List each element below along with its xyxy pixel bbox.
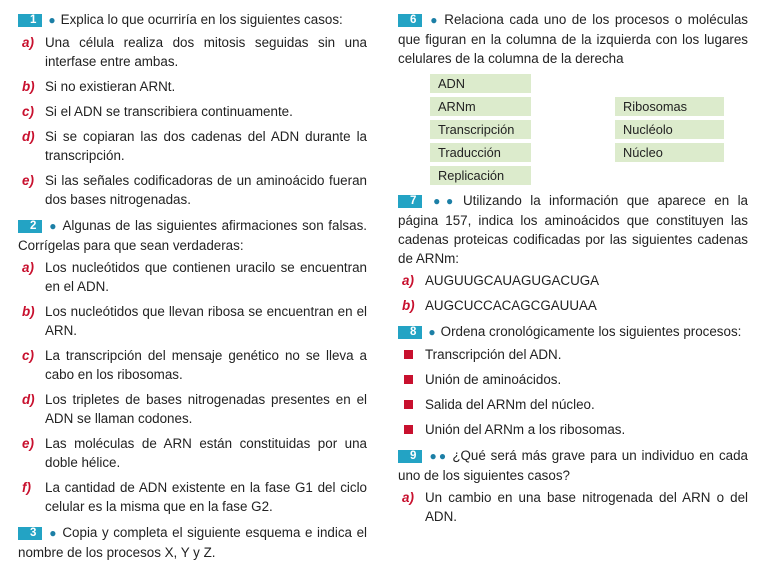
item-text: Los nucleótidos que llevan ribosa se encuentran en el ARN. xyxy=(45,304,367,338)
question-7 xyxy=(398,191,748,315)
question-text: Utilizando la información que aparece en la página 157, indica los aminoácidos que constituyen las cadenas proteicas codificadas por las siguientes cadenas de ARNm: xyxy=(398,193,748,266)
item-text: AUGCUCCACAGCGAUUAA xyxy=(425,298,597,313)
item-text: La cantidad de ADN existente en la fase G1 del ciclo celular es la misma que en la fase G2. xyxy=(45,480,367,514)
question-text: ¿Qué será más grave para un individuo en cada uno de los siguientes casos? xyxy=(398,448,749,483)
question-text: Algunas de las siguientes afirmaciones son falsas. Corrígelas para que sean verdaderas: xyxy=(18,218,367,253)
question-9 xyxy=(398,446,748,526)
item-letter: d) xyxy=(22,392,35,407)
item-letter: b) xyxy=(22,304,35,319)
list-item xyxy=(398,395,748,414)
item-letter: e) xyxy=(22,436,34,451)
difficulty-dots: ● xyxy=(428,325,437,339)
match-left-item: Transcripción xyxy=(430,120,531,139)
list-item xyxy=(18,127,367,165)
difficulty-dots: ●● xyxy=(428,449,449,463)
item-text: Salida del ARNm del núcleo. xyxy=(425,397,595,412)
question-3 xyxy=(18,523,367,562)
item-letter: a) xyxy=(402,490,414,505)
item-text: Las moléculas de ARN están constituidas por una doble hélice. xyxy=(45,436,367,470)
item-text: Transcripción del ADN. xyxy=(425,347,562,362)
item-text: Si se copiaran las dos cadenas del ADN durante la transcripción. xyxy=(45,129,367,163)
item-text: AUGUUGCAUAGUGACUGA xyxy=(425,273,600,288)
question-6 xyxy=(398,10,748,183)
list-item xyxy=(18,102,367,121)
question-number-badge: 6 xyxy=(398,14,422,27)
item-text: La transcripción del mensaje genético no se lleva a cabo en los ribosomas. xyxy=(45,348,367,382)
item-text: Una célula realiza dos mitosis seguidas sin una interfase entre ambas. xyxy=(45,35,367,69)
list-item xyxy=(18,171,367,209)
item-letter: a) xyxy=(402,273,414,288)
item-text: Unión del ARNm a los ribosomas. xyxy=(425,422,626,437)
question-1-prompt xyxy=(18,10,367,30)
right-column xyxy=(398,10,748,533)
question-2-prompt xyxy=(18,216,367,255)
question-number-badge: 7 xyxy=(398,195,422,208)
item-text: Un cambio en una base nitrogenada del ARN o del ADN. xyxy=(425,490,748,524)
question-number-badge: 1 xyxy=(18,14,42,27)
match-right-item: Nucléolo xyxy=(615,120,724,139)
list-item xyxy=(18,77,367,96)
list-item xyxy=(18,258,367,296)
square-bullet-icon xyxy=(404,350,413,359)
item-text: Los nucleótidos que contienen uracilo se encuentran en el ADN. xyxy=(45,260,367,294)
match-left-item: ADN xyxy=(430,74,531,93)
question-text: Explica lo que ocurriría en los siguientes casos: xyxy=(60,12,343,27)
question-1 xyxy=(18,10,367,209)
question-7-prompt xyxy=(398,191,748,268)
list-item xyxy=(398,420,748,439)
difficulty-dots: ●● xyxy=(428,194,459,208)
question-number-badge: 3 xyxy=(18,527,42,540)
match-right-item: Núcleo xyxy=(615,143,724,162)
list-item xyxy=(398,296,748,315)
square-bullet-icon xyxy=(404,375,413,384)
item-text: Unión de aminoácidos. xyxy=(425,372,562,387)
item-letter: c) xyxy=(22,348,34,363)
question-3-prompt xyxy=(18,523,367,562)
list-item xyxy=(18,478,367,516)
question-text: Relaciona cada uno de los procesos o moléculas que figuran en la columna de la izquierda con los lugares celulares de la columna de la derecha xyxy=(398,12,748,66)
question-text: Copia y completa el siguiente esquema e indica el nombre de los procesos X, Y y Z. xyxy=(18,525,367,560)
item-text: Los tripletes de bases nitrogenadas presentes en el ADN se llaman codones. xyxy=(45,392,367,426)
list-item xyxy=(398,345,748,364)
match-right-item: Ribosomas xyxy=(615,97,724,116)
square-bullet-icon xyxy=(404,425,413,434)
match-left-item: Replicación xyxy=(430,166,531,185)
item-letter: b) xyxy=(402,298,415,313)
item-letter: c) xyxy=(22,104,34,119)
list-item xyxy=(18,434,367,472)
list-item xyxy=(18,390,367,428)
list-item xyxy=(398,488,748,526)
matching-table xyxy=(398,74,748,183)
item-text: Si el ADN se transcribiera continuamente. xyxy=(45,104,293,119)
list-item xyxy=(398,370,748,389)
match-left-item: ARNm xyxy=(430,97,531,116)
list-item xyxy=(398,271,748,290)
difficulty-dots: ● xyxy=(48,13,57,27)
list-item xyxy=(18,33,367,71)
square-bullet-icon xyxy=(404,400,413,409)
question-2 xyxy=(18,216,367,516)
question-number-badge: 8 xyxy=(398,326,422,339)
item-text: Si no existieran ARNt. xyxy=(45,79,176,94)
difficulty-dots: ● xyxy=(48,526,59,540)
question-8-prompt xyxy=(398,322,748,342)
question-text: Ordena cronológicamente los siguientes procesos: xyxy=(440,324,742,339)
list-item xyxy=(18,302,367,340)
question-number-badge: 2 xyxy=(18,220,42,233)
list-item xyxy=(18,346,367,384)
match-left-item: Traducción xyxy=(430,143,531,162)
difficulty-dots: ● xyxy=(428,13,441,27)
question-9-prompt xyxy=(398,446,748,485)
question-6-prompt xyxy=(398,10,748,68)
item-letter: a) xyxy=(22,35,34,50)
item-letter: f) xyxy=(22,480,31,495)
item-text: Si las señales codificadoras de un aminoácido fueran dos bases nitrogenadas. xyxy=(45,173,367,207)
item-letter: a) xyxy=(22,260,34,275)
item-letter: e) xyxy=(22,173,34,188)
difficulty-dots: ● xyxy=(48,219,59,233)
item-letter: b) xyxy=(22,79,35,94)
question-8 xyxy=(398,322,748,439)
item-letter: d) xyxy=(22,129,35,144)
left-column xyxy=(18,10,367,569)
question-number-badge: 9 xyxy=(398,450,422,463)
